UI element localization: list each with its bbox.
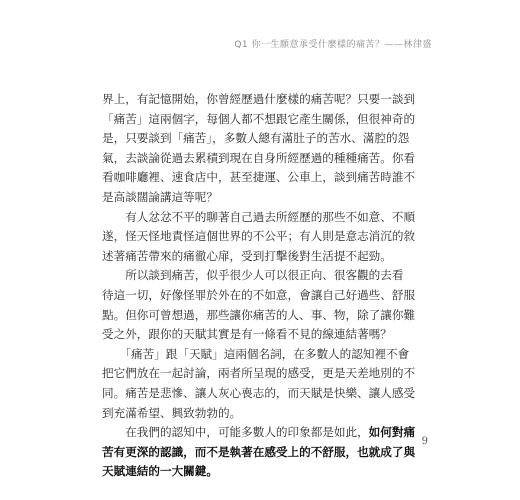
text-line: 點。但你可曾想過，那些讓你痛苦的人、事、物，除了讓你難 [102, 307, 416, 322]
text-line: 受之外，跟你的天賦其實是有一條看不見的線連結著嗎？ [102, 327, 392, 342]
text-line-mixed [102, 423, 422, 443]
page-number: 9 [421, 436, 428, 447]
text-line: 是高談闊論講這等呢？ [102, 189, 218, 204]
plain-text-segment: 在我們的認知中，可能多數人的印象都是如此， [102, 425, 369, 440]
bold-text-line: 苦有更深的認識，而不是執著在感受上的不舒服，也就成了與 [102, 444, 416, 459]
text-line: 有人忿忿不平的聊著自己過去所經歷的那些不如意、不順 [102, 209, 416, 224]
text-line: 氣，去談論從過去累積到現在自身所經歷過的種種痛苦。你看 [102, 150, 416, 165]
bold-text-line: 天賦連結的一大關鍵。 [102, 464, 218, 479]
text-line: 「痛苦」跟「天賦」這兩個名詞，在多數人的認知裡不會 [102, 346, 410, 361]
text-line: 看咖啡廳裡、速食店中，甚至捷運、公車上，談到痛苦時誰不 [102, 170, 416, 185]
text-line: 把它們放在一起討論，兩者所呈現的感受，更是天差地別的不 [102, 366, 416, 381]
text-line: 是，只要談到「痛苦」，多數人總有滿肚子的苦水、滿腔的怨 [102, 131, 410, 146]
text-line: 「痛苦」這兩個字，每個人都不想跟它產生關係，但很神奇的 [102, 111, 416, 126]
text-line: 待這一切，好像怪罪於外在的不如意，會讓自己好過些、舒服 [102, 287, 416, 302]
text-line: 所以談到痛苦，似乎很少人可以很正向、很客觀的去看 [102, 268, 404, 283]
text-line: 遂，怪天怪地責怪這個世界的不公平；有人則是意志消沉的敘 [102, 229, 416, 244]
text-line: 到充滿希望、興致勃勃的。 [102, 405, 242, 420]
text-line: 界上，有記憶開始，你曾經歷過什麼樣的痛苦呢？只要一談到 [102, 92, 416, 106]
bold-text-segment: 如何對痛 [368, 425, 416, 440]
running-header: Q1 你一生願意承受什麼樣的痛苦？——林律盛 [234, 40, 432, 50]
text-line: 同。痛苦是悲慘、讓人灰心喪志的，而天賦是快樂、讓人感受 [102, 385, 416, 400]
body-text [102, 90, 422, 482]
text-line: 述著痛苦帶來的痛徹心扉，受到打擊後對生活提不起勁。 [102, 248, 392, 263]
